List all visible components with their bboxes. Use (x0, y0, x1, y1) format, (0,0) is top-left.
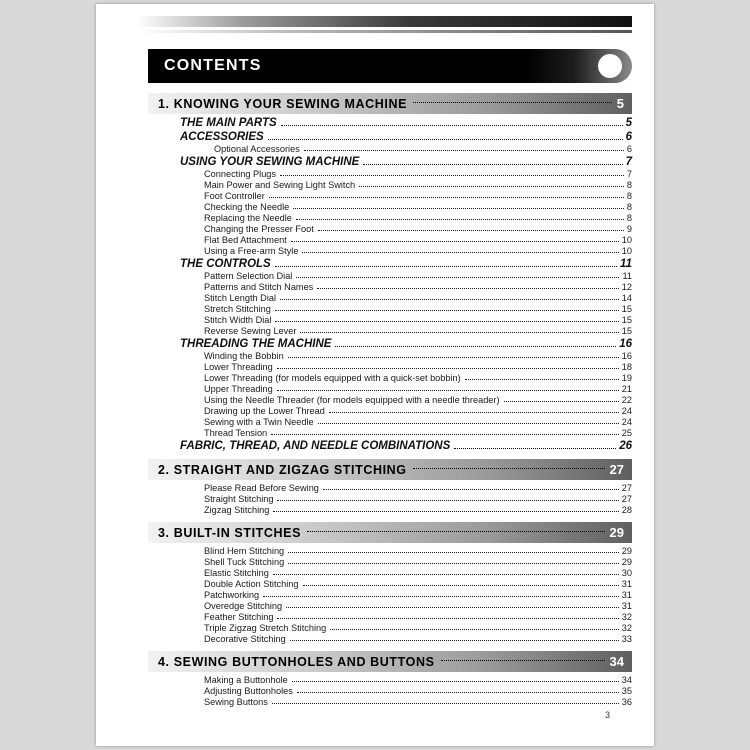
toc-entry-page: 7 (626, 169, 632, 179)
toc-entry-page: 24 (621, 406, 632, 416)
toc-leader-dots (269, 196, 624, 198)
toc-item-row[interactable] (204, 282, 632, 292)
toc-entry-page: 15 (621, 326, 632, 336)
toc-item-row[interactable] (204, 202, 632, 212)
toc-entry-label: Changing the Presser Foot (204, 224, 314, 234)
toc-item-row[interactable] (204, 417, 632, 427)
toc-item-row[interactable] (204, 686, 632, 696)
toc-entry-page: 14 (621, 293, 632, 303)
document-page (96, 4, 654, 746)
contents-header (148, 49, 632, 83)
toc-entry-page: 31 (621, 601, 632, 611)
toc-item-row[interactable] (204, 590, 632, 600)
toc-leader-dots (268, 138, 623, 140)
toc-section-row[interactable] (180, 258, 632, 270)
toc-entry-page: 21 (621, 384, 632, 394)
toc-item-row[interactable] (204, 395, 632, 405)
toc-entry-label: Triple Zigzag Stretch Stitching (204, 623, 327, 633)
toc-entry-label: Replacing the Needle (204, 213, 292, 223)
toc-item-row[interactable] (204, 315, 632, 325)
toc-entry-label: 1. KNOWING YOUR SEWING MACHINE (158, 96, 408, 111)
toc-entry-page: 10 (621, 246, 632, 256)
toc-item-row[interactable] (204, 293, 632, 303)
toc-item-row[interactable] (204, 326, 632, 336)
toc-entry-page: 5 (625, 117, 632, 129)
toc-leader-dots (454, 447, 616, 449)
toc-entry-page: 32 (621, 612, 632, 622)
toc-leader-dots (318, 229, 624, 231)
toc-leader-dots (281, 124, 623, 126)
toc-item-row[interactable] (204, 362, 632, 372)
toc-item-row[interactable] (204, 675, 632, 685)
toc-entry-page: 11 (620, 258, 632, 270)
page-content (118, 16, 634, 736)
toc-section-row[interactable] (180, 117, 632, 129)
toc-leader-dots (273, 573, 619, 575)
toc-item-row[interactable] (204, 428, 632, 438)
toc-entry-label: Sewing with a Twin Needle (204, 417, 314, 427)
toc-leader-dots (277, 617, 618, 619)
toc-entry-page: 8 (626, 202, 632, 212)
toc-entry-label: Stitch Length Dial (204, 293, 277, 303)
toc-entry-label: Adjusting Buttonholes (204, 686, 293, 696)
toc-item-row[interactable] (204, 235, 632, 245)
toc-entry-page: 18 (621, 362, 632, 372)
toc-section-row[interactable] (180, 156, 632, 168)
toc-entry-page: 15 (621, 315, 632, 325)
toc-item-row[interactable] (204, 169, 632, 179)
toc-entry-label: Connecting Plugs (204, 169, 277, 179)
toc-item-row[interactable] (204, 213, 632, 223)
toc-entry-page: 27 (609, 462, 624, 477)
toc-leader-dots (292, 680, 619, 682)
toc-entry-page: 16 (619, 338, 632, 350)
toc-entry-label: Sewing Buttons (204, 697, 268, 707)
toc-entry-label: Main Power and Sewing Light Switch (204, 180, 356, 190)
toc-leader-dots (286, 606, 619, 608)
toc-entry-label: 3. BUILT-IN STITCHES (158, 525, 302, 540)
toc-entry-page: 6 (626, 144, 632, 154)
toc-entry-label: Straight Stitching (204, 494, 274, 504)
toc-entry-label: Feather Stitching (204, 612, 274, 622)
toc-item-row[interactable] (204, 557, 632, 567)
toc-chapter-row[interactable] (148, 459, 632, 480)
toc-entry-label: Using a Free-arm Style (204, 246, 299, 256)
toc-item-row[interactable] (204, 180, 632, 190)
toc-item-row[interactable] (204, 224, 632, 234)
toc-entry-label: USING YOUR SEWING MACHINE (180, 156, 360, 168)
toc-leader-dots (304, 149, 624, 151)
toc-chapter-row[interactable] (148, 522, 632, 543)
toc-leader-dots (277, 499, 618, 501)
toc-leader-dots (280, 174, 624, 176)
toc-leader-dots (317, 287, 618, 289)
toc-entry-label: Stitch Width Dial (204, 315, 272, 325)
toc-leader-dots (263, 595, 619, 597)
toc-item-row[interactable] (204, 579, 632, 589)
toc-leader-dots (277, 367, 619, 369)
toc-item-row[interactable] (204, 384, 632, 394)
toc-entry-label: THE CONTROLS (180, 258, 271, 270)
toc-entry-label: Optional Accessories (214, 144, 300, 154)
toc-leader-dots (307, 530, 605, 532)
toc-entry-page: 26 (619, 440, 632, 452)
toc-entry-label: Checking the Needle (204, 202, 290, 212)
toc-entry-label: Elastic Stitching (204, 568, 269, 578)
toc-item-row[interactable] (204, 271, 632, 281)
toc-section-row[interactable] (180, 440, 632, 452)
toc-entry-label: Making a Buttonhole (204, 675, 288, 685)
toc-leader-dots (291, 240, 619, 242)
toc-item-row[interactable] (204, 612, 632, 622)
toc-leader-dots (275, 265, 617, 267)
toc-entry-label: ACCESSORIES (180, 131, 264, 143)
toc-item-row[interactable] (204, 304, 632, 314)
toc-entry-label: Upper Threading (204, 384, 273, 394)
toc-entry-label: Stretch Stitching (204, 304, 271, 314)
toc-entry-label: FABRIC, THREAD, AND NEEDLE COMBINATIONS (180, 440, 451, 452)
toc-item-row[interactable] (204, 191, 632, 201)
toc-leader-dots (288, 551, 619, 553)
toc-entry-label: Winding the Bobbin (204, 351, 284, 361)
toc-entry-label: Patchworking (204, 590, 260, 600)
toc-entry-label: Thread Tension (204, 428, 268, 438)
toc-entry-label: Lower Threading (204, 362, 273, 372)
toc-entry-label: Decorative Stitching (204, 634, 286, 644)
toc-entry-page: 16 (621, 351, 632, 361)
toc-leader-dots (290, 639, 619, 641)
toc-entry-page: 24 (621, 417, 632, 427)
toc-leader-dots (504, 400, 619, 402)
toc-entry-page: 9 (626, 224, 632, 234)
toc-entry-page: 7 (625, 156, 632, 168)
toc-item-row[interactable] (214, 144, 632, 154)
toc-item-row[interactable] (204, 546, 632, 556)
toc-item-row[interactable] (204, 406, 632, 416)
toc-item-row[interactable] (204, 483, 632, 493)
toc-entry-page: 35 (621, 686, 632, 696)
toc-entry-label: Double Action Stitching (204, 579, 299, 589)
toc-entry-page: 34 (609, 654, 624, 669)
header-circle-decoration (598, 54, 622, 78)
toc-entry-label: Drawing up the Lower Thread (204, 406, 325, 416)
toc-entry-page: 10 (621, 235, 632, 245)
toc-entry-page: 30 (621, 568, 632, 578)
header-gradient-bar-secondary (136, 30, 632, 33)
toc-item-row[interactable] (204, 494, 632, 504)
toc-entry-page: 11 (622, 271, 632, 281)
toc-item-row[interactable] (204, 246, 632, 256)
toc-leader-dots (441, 659, 605, 661)
toc-leader-dots (288, 356, 619, 358)
toc-entry-label: Using the Needle Threader (for models equipped with a needle threader) (204, 395, 500, 405)
toc-section-row[interactable] (180, 131, 632, 143)
toc-entry-label: THE MAIN PARTS (180, 117, 277, 129)
toc-leader-dots (275, 309, 619, 311)
table-of-contents (148, 93, 632, 707)
toc-entry-page: 31 (621, 590, 632, 600)
toc-entry-page: 28 (621, 505, 632, 515)
toc-item-row[interactable] (204, 623, 632, 633)
toc-entry-page: 8 (626, 180, 632, 190)
toc-entry-page: 31 (621, 579, 632, 589)
toc-entry-label: Flat Bed Attachment (204, 235, 287, 245)
toc-leader-dots (293, 207, 624, 209)
toc-leader-dots (323, 488, 619, 490)
toc-section-row[interactable] (180, 338, 632, 350)
toc-leader-dots (363, 163, 622, 165)
toc-item-row[interactable] (204, 505, 632, 515)
header-gradient-bar (136, 16, 632, 27)
toc-leader-dots (271, 433, 619, 435)
toc-item-row[interactable] (204, 568, 632, 578)
toc-item-row[interactable] (204, 601, 632, 611)
toc-chapter-row[interactable] (148, 93, 632, 114)
toc-entry-label: 4. SEWING BUTTONHOLES AND BUTTONS (158, 654, 435, 669)
toc-leader-dots (280, 298, 619, 300)
toc-entry-label: Patterns and Stitch Names (204, 282, 314, 292)
toc-leader-dots (330, 628, 619, 630)
toc-leader-dots (465, 378, 619, 380)
toc-entry-page: 19 (621, 373, 632, 383)
toc-entry-label: Reverse Sewing Lever (204, 326, 297, 336)
toc-item-row[interactable] (204, 634, 632, 644)
toc-entry-page: 29 (621, 546, 632, 556)
toc-entry-page: 33 (621, 634, 632, 644)
page-number: 3 (604, 710, 610, 720)
toc-entry-page: 25 (621, 428, 632, 438)
toc-entry-label: Zigzag Stitching (204, 505, 270, 515)
toc-entry-page: 32 (621, 623, 632, 633)
toc-entry-page: 34 (621, 675, 632, 685)
toc-entry-label: Foot Controller (204, 191, 265, 201)
toc-entry-label: Overedge Stitching (204, 601, 283, 611)
toc-item-row[interactable] (204, 373, 632, 383)
toc-leader-dots (297, 691, 619, 693)
toc-leader-dots (318, 422, 619, 424)
toc-item-row[interactable] (204, 351, 632, 361)
toc-entry-page: 6 (625, 131, 632, 143)
toc-leader-dots (413, 467, 605, 469)
toc-entry-page: 27 (621, 483, 632, 493)
toc-item-row[interactable] (204, 697, 632, 707)
toc-entry-page: 27 (621, 494, 632, 504)
toc-entry-page: 29 (621, 557, 632, 567)
toc-leader-dots (413, 101, 612, 103)
toc-entry-page: 15 (621, 304, 632, 314)
toc-entry-label: 2. STRAIGHT AND ZIGZAG STITCHING (158, 462, 407, 477)
toc-leader-dots (303, 584, 619, 586)
toc-entry-page: 8 (626, 213, 632, 223)
toc-leader-dots (335, 345, 616, 347)
toc-chapter-row[interactable] (148, 651, 632, 672)
toc-entry-label: Blind Hem Stitching (204, 546, 285, 556)
toc-entry-page: 8 (626, 191, 632, 201)
toc-entry-label: Pattern Selection Dial (204, 271, 293, 281)
toc-leader-dots (296, 218, 624, 220)
toc-entry-page: 5 (616, 96, 624, 111)
toc-leader-dots (275, 320, 618, 322)
toc-entry-page: 12 (621, 282, 632, 292)
toc-leader-dots (300, 331, 618, 333)
toc-leader-dots (329, 411, 619, 413)
toc-leader-dots (288, 562, 619, 564)
toc-leader-dots (272, 702, 619, 704)
toc-entry-page: 22 (621, 395, 632, 405)
toc-leader-dots (296, 276, 619, 278)
toc-leader-dots (273, 510, 618, 512)
toc-entry-page: 29 (609, 525, 624, 540)
toc-leader-dots (302, 251, 618, 253)
toc-leader-dots (359, 185, 624, 187)
toc-entry-page: 36 (621, 697, 632, 707)
page-title: CONTENTS (164, 57, 262, 74)
toc-entry-label: THREADING THE MACHINE (180, 338, 332, 350)
toc-entry-label: Shell Tuck Stitching (204, 557, 285, 567)
toc-entry-label: Lower Threading (for models equipped with a quick-set bobbin) (204, 373, 461, 383)
toc-entry-label: Please Read Before Sewing (204, 483, 319, 493)
toc-leader-dots (277, 389, 619, 391)
